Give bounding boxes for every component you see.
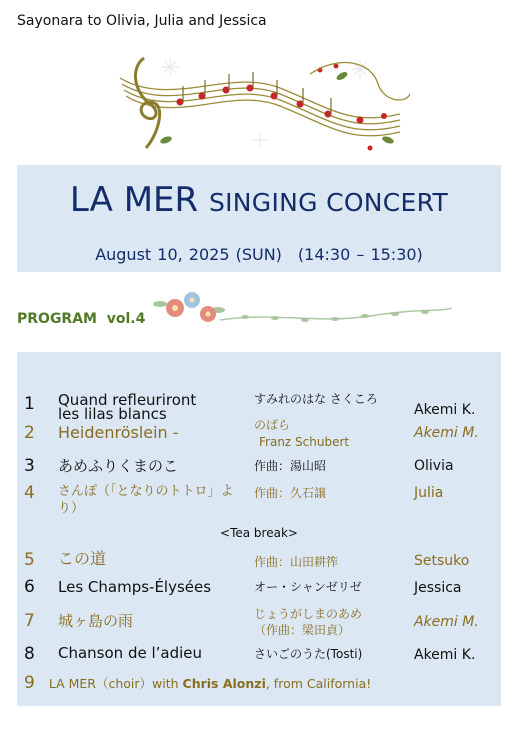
item-title-line1: さんぽ（「となりのトトロ」よ: [58, 484, 234, 499]
item-number: 3: [24, 456, 35, 476]
tea-break: <Tea break>: [220, 526, 298, 540]
item-number: 2: [24, 423, 35, 443]
item-number: 7: [24, 611, 35, 631]
item-singer: Jessica: [414, 580, 462, 596]
item-title: Chanson de l’adieu: [58, 644, 203, 662]
item-title-line2: り）: [58, 501, 85, 516]
item-number: 1: [24, 394, 35, 414]
item-japanese-line1: じょうがしまのあめ: [254, 607, 363, 621]
item-japanese: さいごのうた(Tosti): [254, 647, 363, 661]
item-singer: Akemi M.: [414, 425, 479, 441]
item-title-line2: les lilas blancs: [58, 405, 167, 423]
finale-text-end: , from California!: [265, 676, 372, 691]
flower-vine-decoration: [150, 290, 460, 330]
item-singer: Setsuko: [414, 553, 470, 569]
finale-guest: Chris Alonzi: [182, 676, 266, 691]
item-title: Les Champs-Élysées: [58, 578, 212, 596]
item-japanese-line2: （作曲：梁田貞）: [254, 623, 351, 637]
item-title: あめふりくまのこ: [58, 457, 179, 475]
item-singer: Akemi M.: [414, 614, 479, 630]
program-label: PROGRAM vol.4: [17, 311, 146, 327]
item-japanese: 作曲：湯山昭: [254, 459, 327, 473]
item-number: 9: [24, 673, 35, 693]
music-staff-illustration: [110, 44, 410, 162]
item-title-line1: Quand refleuriront: [58, 391, 197, 409]
item-number: 6: [24, 577, 35, 597]
item-japanese: 作曲：山田耕筰: [254, 555, 339, 569]
item-title: Heidenröslein -: [58, 423, 179, 442]
item-singer: Julia: [414, 485, 444, 501]
title-banner: [17, 165, 501, 272]
item-number: 8: [24, 644, 35, 664]
item-singer: Akemi K.: [414, 647, 476, 663]
item-singer: Olivia: [414, 458, 454, 474]
finale-text: LA MER（choir）with: [48, 676, 183, 691]
item-japanese: オー・シャンゼリゼ: [254, 580, 362, 594]
item-japanese: すみれのはな さくころ: [254, 392, 378, 406]
program-list: [17, 352, 501, 706]
item-singer: Akemi K.: [414, 402, 476, 418]
concert-title: [17, 180, 501, 223]
item-japanese: 作曲：久石譲: [254, 486, 327, 500]
item-number: 5: [24, 550, 35, 570]
concert-title-rest: SINGING CONCERT: [208, 188, 449, 217]
concert-title-main: LA MER: [69, 180, 199, 220]
program-item-9: [24, 673, 371, 693]
farewell-text: Sayonara to Olivia, Julia and Jessica: [17, 13, 267, 29]
item-japanese-line2: Franz Schubert: [259, 435, 350, 449]
item-number: 4: [24, 483, 35, 503]
item-title: この道: [58, 549, 107, 568]
item-title: 城ヶ島の雨: [58, 612, 134, 630]
item-japanese-line1: のばら: [254, 418, 291, 432]
concert-date: August 10, 2025 (SUN) (14:30 – 15:30): [95, 245, 423, 264]
